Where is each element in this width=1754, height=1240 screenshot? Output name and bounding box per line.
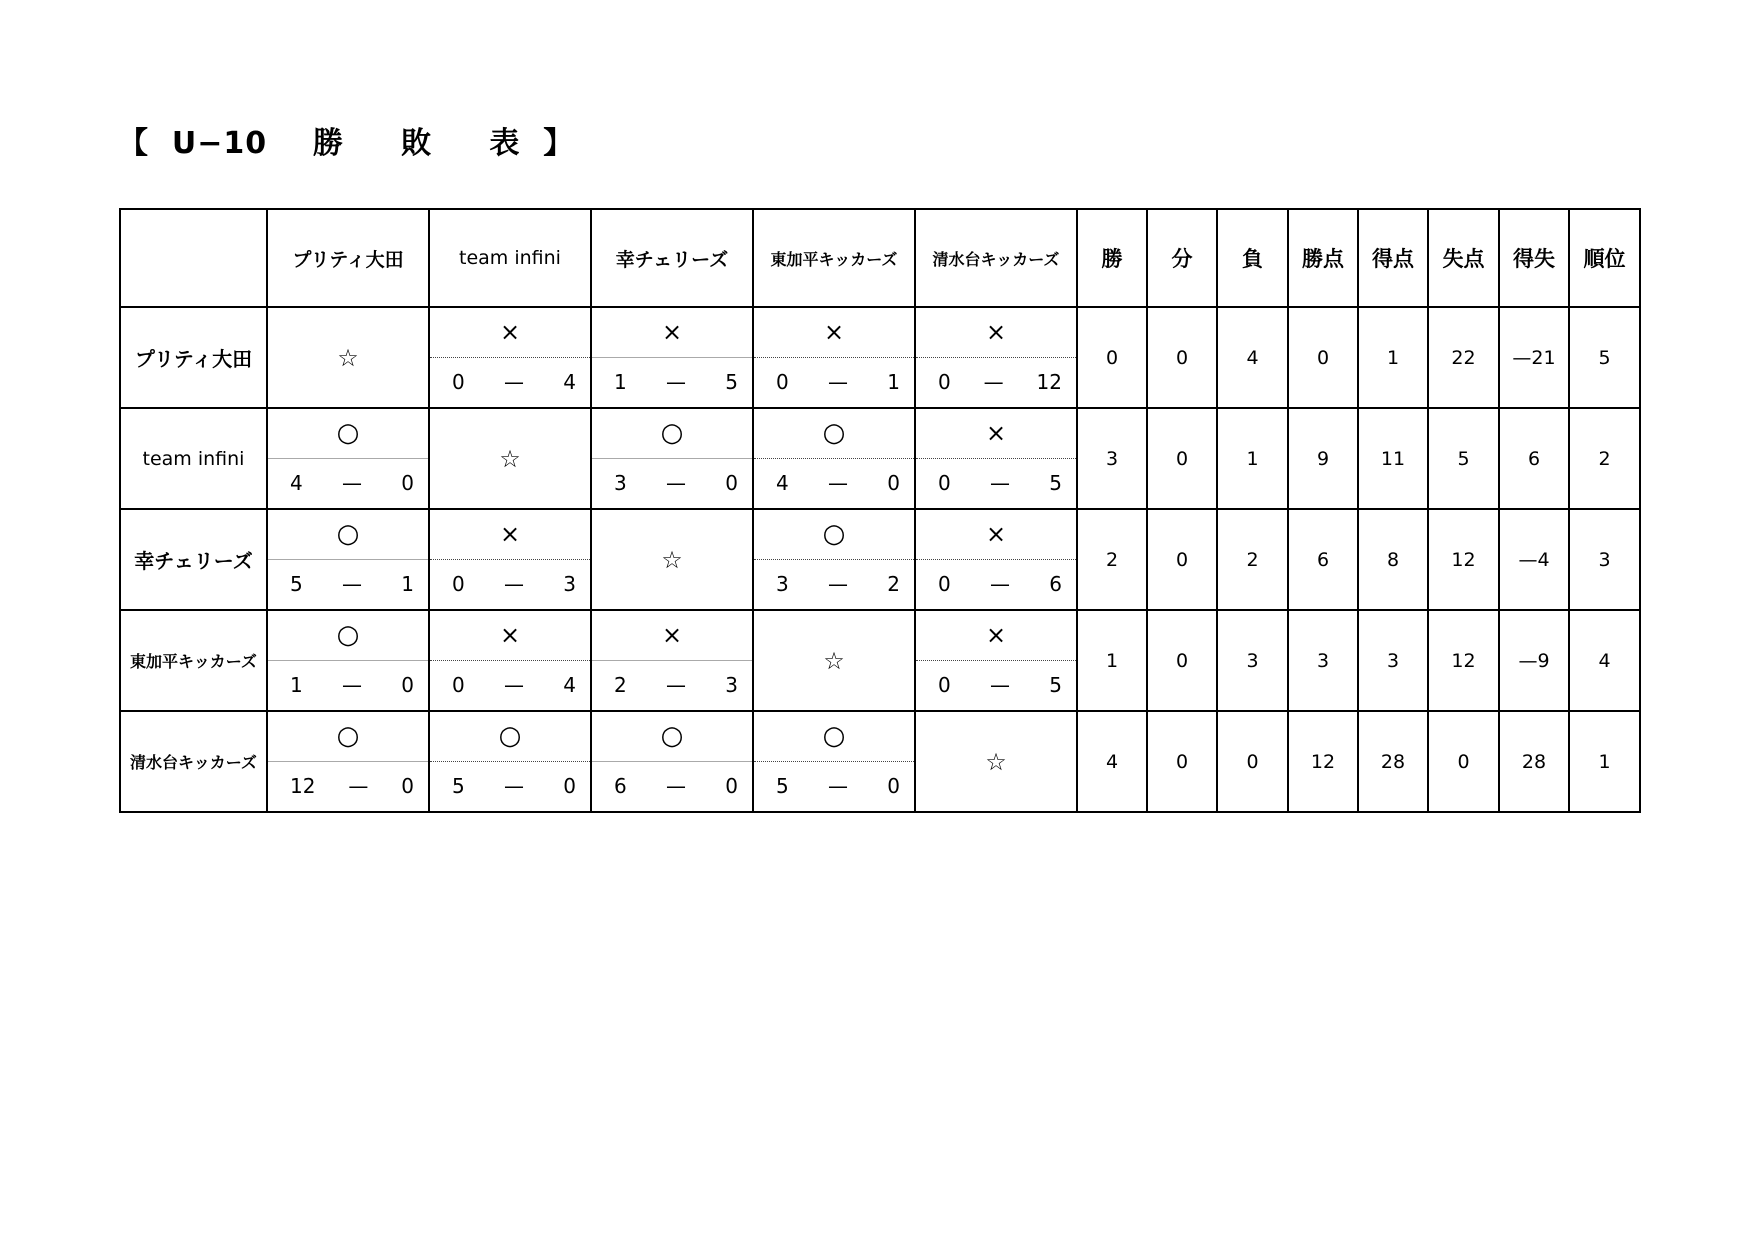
column-header: team infini xyxy=(429,209,591,307)
match-result-mark: ○ xyxy=(498,721,522,752)
stat-3: 9 xyxy=(1288,408,1358,509)
stat-header: 分 xyxy=(1147,209,1217,307)
match-result-mark: ○ xyxy=(822,519,846,550)
match-wrap xyxy=(268,712,428,811)
match-score xyxy=(430,357,590,408)
match-wrap xyxy=(430,510,590,609)
stat-4: 11 xyxy=(1358,408,1428,509)
match-wrap xyxy=(916,308,1076,407)
score-against: 1 xyxy=(887,370,900,395)
match-cell xyxy=(753,408,915,509)
match-cell xyxy=(915,307,1077,408)
column-header: プリティ大田 xyxy=(267,209,429,307)
stat-2: 3 xyxy=(1217,610,1288,711)
stat-1: 0 xyxy=(1147,307,1217,408)
stat-7: 3 xyxy=(1569,509,1640,610)
stat-5: 5 xyxy=(1428,408,1499,509)
match-cell xyxy=(591,610,753,711)
score-dash: — xyxy=(342,673,362,698)
stat-4: 8 xyxy=(1358,509,1428,610)
stat-0: 2 xyxy=(1077,509,1147,610)
score-dash: — xyxy=(342,471,362,496)
score-for: 0 xyxy=(938,471,951,496)
match-cell xyxy=(591,307,753,408)
stat-1: 0 xyxy=(1147,610,1217,711)
score-dash: — xyxy=(504,572,524,597)
match-wrap xyxy=(592,611,752,710)
match-wrap xyxy=(916,409,1076,508)
match-cell xyxy=(591,408,753,509)
match-cell xyxy=(429,307,591,408)
match-result-mark: × xyxy=(985,520,1007,549)
score-for: 4 xyxy=(290,471,303,496)
match-score xyxy=(592,458,752,509)
score-for: 6 xyxy=(614,774,627,799)
stat-5: 22 xyxy=(1428,307,1499,408)
table-row xyxy=(120,509,1640,610)
stat-0: 1 xyxy=(1077,610,1147,711)
header-row xyxy=(120,209,1640,307)
row-team-name: プリティ大田 xyxy=(120,307,267,408)
column-header: 清水台キッカーズ xyxy=(915,209,1077,307)
stat-2: 1 xyxy=(1217,408,1288,509)
match-score xyxy=(268,660,428,711)
standings-table xyxy=(119,208,1641,813)
match-wrap xyxy=(430,308,590,407)
table-row xyxy=(120,408,1640,509)
match-result-mark: ○ xyxy=(822,721,846,752)
stat-1: 0 xyxy=(1147,408,1217,509)
stat-6: 6 xyxy=(1499,408,1569,509)
score-for: 3 xyxy=(614,471,627,496)
self-match-cell: ☆ xyxy=(915,711,1077,812)
stat-header: 得点 xyxy=(1358,209,1428,307)
row-team-name: team infini xyxy=(120,408,267,509)
match-result-mark: × xyxy=(985,318,1007,347)
match-cell xyxy=(915,509,1077,610)
match-wrap xyxy=(430,712,590,811)
stat-7: 2 xyxy=(1569,408,1640,509)
score-for: 0 xyxy=(776,370,789,395)
match-result-mark: × xyxy=(661,318,683,347)
stat-header: 順位 xyxy=(1569,209,1640,307)
score-against: 6 xyxy=(1049,572,1062,597)
stat-5: 12 xyxy=(1428,610,1499,711)
stat-0: 3 xyxy=(1077,408,1147,509)
stat-2: 2 xyxy=(1217,509,1288,610)
match-result-mark: × xyxy=(499,520,521,549)
match-cell xyxy=(267,408,429,509)
stat-4: 1 xyxy=(1358,307,1428,408)
score-dash: — xyxy=(666,370,686,395)
match-score xyxy=(592,660,752,711)
self-match-cell: ☆ xyxy=(429,408,591,509)
score-dash: — xyxy=(504,673,524,698)
score-for: 5 xyxy=(776,774,789,799)
match-score xyxy=(754,761,914,812)
score-against: 4 xyxy=(563,673,576,698)
match-wrap xyxy=(916,510,1076,609)
score-dash: — xyxy=(983,370,1004,395)
stat-4: 3 xyxy=(1358,610,1428,711)
match-wrap xyxy=(754,712,914,811)
score-for: 12 xyxy=(290,774,316,799)
score-dash: — xyxy=(828,471,848,496)
match-wrap xyxy=(268,409,428,508)
stat-3: 6 xyxy=(1288,509,1358,610)
match-result-mark: × xyxy=(499,318,521,347)
stat-6: —9 xyxy=(1499,610,1569,711)
match-score xyxy=(916,660,1076,711)
match-score xyxy=(916,357,1076,408)
match-result-mark: ○ xyxy=(336,721,360,752)
stat-header: 失点 xyxy=(1428,209,1499,307)
stat-1: 0 xyxy=(1147,711,1217,812)
score-dash: — xyxy=(666,471,686,496)
match-score xyxy=(916,458,1076,509)
match-score xyxy=(754,357,914,408)
stat-1: 0 xyxy=(1147,509,1217,610)
match-wrap xyxy=(592,308,752,407)
stat-7: 5 xyxy=(1569,307,1640,408)
score-dash: — xyxy=(828,774,848,799)
match-wrap xyxy=(268,510,428,609)
match-cell xyxy=(267,610,429,711)
match-result-mark: × xyxy=(985,621,1007,650)
stat-2: 0 xyxy=(1217,711,1288,812)
row-team-name: 幸チェリーズ xyxy=(120,509,267,610)
match-score xyxy=(754,559,914,610)
stat-3: 12 xyxy=(1288,711,1358,812)
score-for: 1 xyxy=(614,370,627,395)
match-cell xyxy=(753,711,915,812)
stat-6: —21 xyxy=(1499,307,1569,408)
match-wrap xyxy=(268,611,428,710)
score-for: 2 xyxy=(614,673,627,698)
score-for: 0 xyxy=(452,370,465,395)
score-dash: — xyxy=(990,471,1010,496)
match-result-mark: ○ xyxy=(336,519,360,550)
match-score xyxy=(268,761,428,812)
match-cell xyxy=(267,509,429,610)
self-match-cell: ☆ xyxy=(753,610,915,711)
score-for: 0 xyxy=(938,370,951,395)
stat-6: 28 xyxy=(1499,711,1569,812)
column-header: 幸チェリーズ xyxy=(591,209,753,307)
score-for: 0 xyxy=(452,673,465,698)
match-cell xyxy=(429,509,591,610)
stat-header: 得失 xyxy=(1499,209,1569,307)
score-dash: — xyxy=(504,774,524,799)
match-score xyxy=(430,660,590,711)
score-for: 0 xyxy=(938,572,951,597)
table-row xyxy=(120,610,1640,711)
match-result-mark: × xyxy=(985,419,1007,448)
row-team-name: 東加平キッカーズ xyxy=(120,610,267,711)
score-for: 5 xyxy=(290,572,303,597)
score-against: 0 xyxy=(401,471,414,496)
score-against: 5 xyxy=(725,370,738,395)
match-cell xyxy=(429,711,591,812)
score-for: 3 xyxy=(776,572,789,597)
match-score xyxy=(592,357,752,408)
table-row xyxy=(120,307,1640,408)
score-against: 0 xyxy=(401,673,414,698)
table-row xyxy=(120,711,1640,812)
stat-header: 勝 xyxy=(1077,209,1147,307)
stat-4: 28 xyxy=(1358,711,1428,812)
score-against: 0 xyxy=(887,471,900,496)
score-against: 1 xyxy=(401,572,414,597)
score-for: 0 xyxy=(938,673,951,698)
match-cell xyxy=(429,610,591,711)
score-dash: — xyxy=(666,774,686,799)
stat-header: 勝点 xyxy=(1288,209,1358,307)
match-result-mark: ○ xyxy=(822,418,846,449)
self-match-cell: ☆ xyxy=(591,509,753,610)
match-wrap xyxy=(592,712,752,811)
score-against: 0 xyxy=(563,774,576,799)
match-result-mark: × xyxy=(499,621,521,650)
stat-7: 1 xyxy=(1569,711,1640,812)
stat-0: 4 xyxy=(1077,711,1147,812)
match-wrap xyxy=(592,409,752,508)
score-dash: — xyxy=(828,572,848,597)
stat-2: 4 xyxy=(1217,307,1288,408)
score-against: 0 xyxy=(725,471,738,496)
score-against: 0 xyxy=(725,774,738,799)
match-wrap xyxy=(754,510,914,609)
score-dash: — xyxy=(348,774,369,799)
match-score xyxy=(754,458,914,509)
match-score xyxy=(430,559,590,610)
score-for: 0 xyxy=(452,572,465,597)
match-score xyxy=(268,458,428,509)
score-dash: — xyxy=(990,572,1010,597)
stat-5: 0 xyxy=(1428,711,1499,812)
score-against: 3 xyxy=(725,673,738,698)
row-team-name: 清水台キッカーズ xyxy=(120,711,267,812)
match-result-mark: × xyxy=(661,621,683,650)
stat-header: 負 xyxy=(1217,209,1288,307)
match-score xyxy=(592,761,752,812)
stat-6: —4 xyxy=(1499,509,1569,610)
match-result-mark: ○ xyxy=(336,418,360,449)
score-against: 0 xyxy=(887,774,900,799)
stat-0: 0 xyxy=(1077,307,1147,408)
score-dash: — xyxy=(342,572,362,597)
score-for: 1 xyxy=(290,673,303,698)
match-result-mark: ○ xyxy=(336,620,360,651)
score-for: 4 xyxy=(776,471,789,496)
match-result-mark: ○ xyxy=(660,721,684,752)
stat-3: 3 xyxy=(1288,610,1358,711)
match-cell xyxy=(915,610,1077,711)
match-wrap xyxy=(430,611,590,710)
score-against: 5 xyxy=(1049,471,1062,496)
score-for: 5 xyxy=(452,774,465,799)
match-wrap xyxy=(754,409,914,508)
stat-7: 4 xyxy=(1569,610,1640,711)
match-cell xyxy=(753,307,915,408)
score-dash: — xyxy=(990,673,1010,698)
score-against: 2 xyxy=(887,572,900,597)
page-title: 【 U−10 勝 敗 表 】 xyxy=(118,126,575,161)
score-dash: — xyxy=(828,370,848,395)
score-against: 3 xyxy=(563,572,576,597)
column-header: 東加平キッカーズ xyxy=(753,209,915,307)
match-wrap xyxy=(754,308,914,407)
stat-5: 12 xyxy=(1428,509,1499,610)
score-dash: — xyxy=(666,673,686,698)
match-cell xyxy=(915,408,1077,509)
match-score xyxy=(268,559,428,610)
score-dash: — xyxy=(504,370,524,395)
match-score xyxy=(430,761,590,812)
score-against: 5 xyxy=(1049,673,1062,698)
match-cell xyxy=(267,711,429,812)
match-wrap xyxy=(916,611,1076,710)
corner-cell xyxy=(120,209,267,307)
match-score xyxy=(916,559,1076,610)
match-cell xyxy=(591,711,753,812)
stat-3: 0 xyxy=(1288,307,1358,408)
match-result-mark: ○ xyxy=(660,418,684,449)
score-against: 0 xyxy=(401,774,414,799)
match-cell xyxy=(753,509,915,610)
self-match-cell: ☆ xyxy=(267,307,429,408)
score-against: 12 xyxy=(1036,370,1062,395)
match-result-mark: × xyxy=(823,318,845,347)
score-against: 4 xyxy=(563,370,576,395)
